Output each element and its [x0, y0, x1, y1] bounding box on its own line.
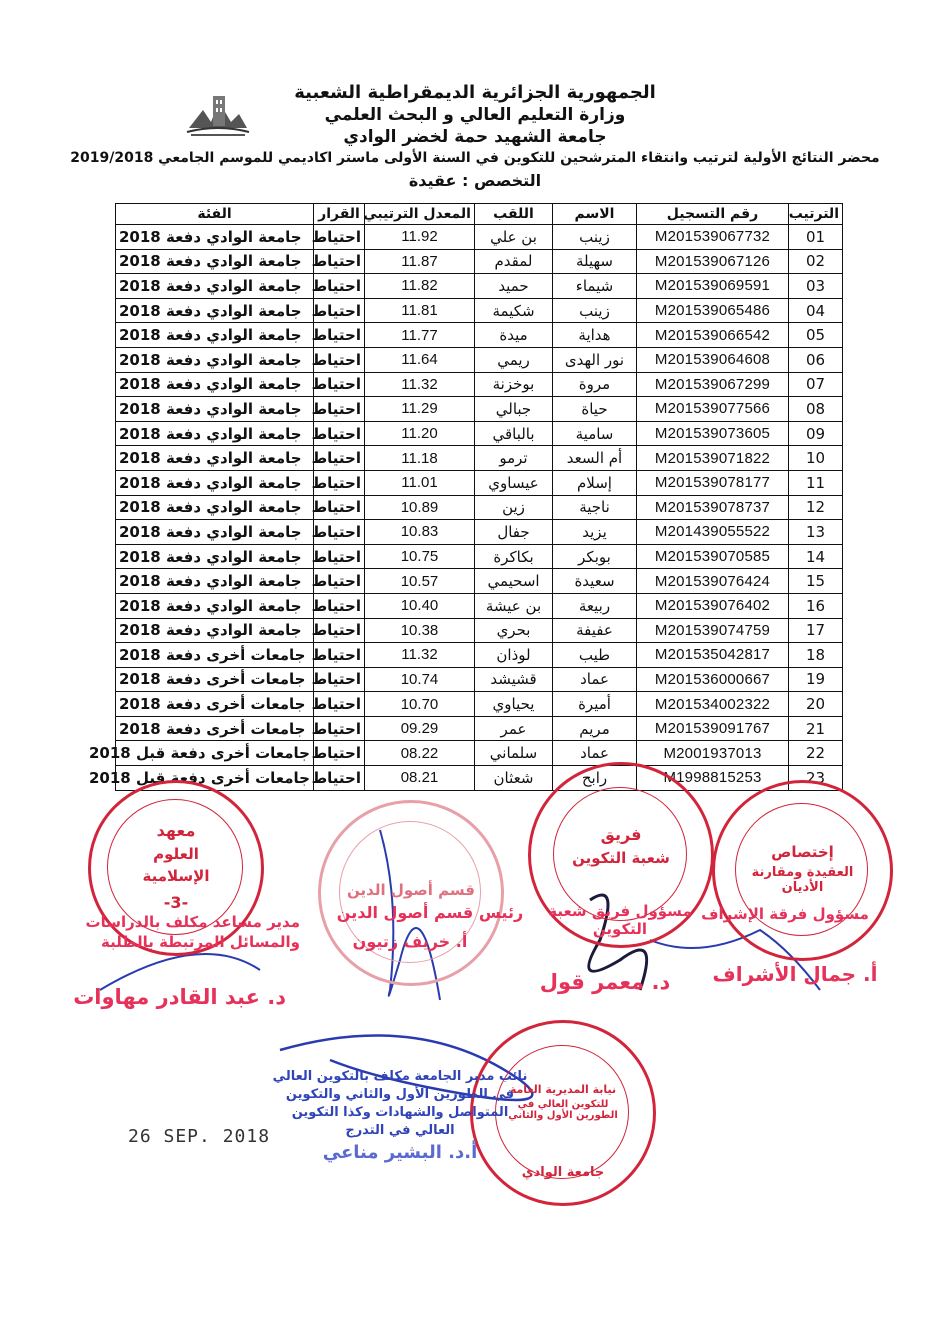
first-name-cell: سعيدة [553, 569, 637, 594]
decision-cell: احتياط [314, 323, 365, 348]
registration-cell: M201439055522 [637, 520, 789, 545]
team-head-name: د. معمر قول [539, 970, 671, 994]
average-cell: 10.38 [365, 618, 475, 643]
average-cell: 11.18 [365, 446, 475, 471]
decision-cell: احتياط [314, 446, 365, 471]
registration-cell: M201534002322 [637, 692, 789, 717]
first-name-cell: أم السعد [553, 446, 637, 471]
first-name-cell: إسلام [553, 470, 637, 495]
deputy-director-title: مدير مساعد مكلف بالدراسات والمسائل المرتبطة بالطلبة [85, 913, 300, 951]
rank-cell: 07 [789, 372, 843, 397]
category-cell: جامعات أخرى دفعة 2018 [116, 667, 314, 692]
last-name-cell: عيساوي [475, 470, 553, 495]
department-head-title: رئيس قسم أصول الدين [336, 903, 524, 922]
team-head-title: مسؤول فريق شعبة التكوين [548, 902, 692, 938]
rank-cell: 20 [789, 692, 843, 717]
registration-cell: M201539067299 [637, 372, 789, 397]
average-cell: 08.22 [365, 741, 475, 766]
first-name-cell: زينب [553, 225, 637, 250]
col-last-name: اللقب [475, 204, 553, 225]
first-name-cell: بوبكر [553, 544, 637, 569]
document-date: 26 SEP. 2018 [128, 1126, 271, 1147]
registration-cell: M201539064608 [637, 347, 789, 372]
category-cell: جامعات أخرى دفعة 2018 [116, 692, 314, 717]
first-name-cell: أميرة [553, 692, 637, 717]
last-name-cell: اسحيمي [475, 569, 553, 594]
first-name-cell: مريم [553, 716, 637, 741]
average-cell: 10.57 [365, 569, 475, 594]
first-name-cell: عفيفة [553, 618, 637, 643]
registration-cell: M201539071822 [637, 446, 789, 471]
decision-cell: احتياط [314, 643, 365, 668]
decision-cell: احتياط [314, 298, 365, 323]
department-stamp: قسم أصول الدين [318, 800, 504, 986]
average-cell: 11.01 [365, 470, 475, 495]
category-cell: جامعة الوادي دفعة 2018 [116, 520, 314, 545]
rank-cell: 15 [789, 569, 843, 594]
average-cell: 11.81 [365, 298, 475, 323]
average-cell: 08.21 [365, 766, 475, 791]
report-title: محضر النتائج الأولية لترتيب وانتقاء المترشحين للتكوين في السنة الأولى ماستر اكاديمي للموسم الجامعي 2019/2018 [70, 150, 880, 166]
last-name-cell: عمر [475, 716, 553, 741]
last-name-cell: حميد [475, 274, 553, 299]
last-name-cell: بحري [475, 618, 553, 643]
category-cell: جامعة الوادي دفعة 2018 [116, 446, 314, 471]
average-cell: 11.77 [365, 323, 475, 348]
registration-cell: M201539076424 [637, 569, 789, 594]
decision-cell: احتياط [314, 692, 365, 717]
registration-cell: M201539076402 [637, 593, 789, 618]
decision-cell: احتياط [314, 741, 365, 766]
vice-rector-name: أ.د. البشير مناعي [322, 1142, 478, 1163]
decision-cell: احتياط [314, 716, 365, 741]
average-cell: 09.29 [365, 716, 475, 741]
first-name-cell: عماد [553, 741, 637, 766]
category-cell: جامعة الوادي دفعة 2018 [116, 544, 314, 569]
category-cell: جامعة الوادي دفعة 2018 [116, 618, 314, 643]
team-stamp: فريق شعبة التكوين [528, 762, 714, 948]
ministry-stamp: نيابة المديرية العامة للتكوين العالي في الطورين الأول والثاني جامعة الوادي [470, 1020, 656, 1206]
rank-cell: 09 [789, 421, 843, 446]
decision-cell: احتياط [314, 667, 365, 692]
category-cell: جامعة الوادي دفعة 2018 [116, 225, 314, 250]
average-cell: 11.82 [365, 274, 475, 299]
average-cell: 11.20 [365, 421, 475, 446]
rank-cell: 12 [789, 495, 843, 520]
last-name-cell: ترمو [475, 446, 553, 471]
specialty-head-name: أ. جمال الأشراف [712, 962, 878, 986]
category-cell: جامعة الوادي دفعة 2018 [116, 323, 314, 348]
rank-cell: 08 [789, 397, 843, 422]
registration-cell: M201539077566 [637, 397, 789, 422]
specialty-title: التخصص : عقيدة [408, 171, 542, 190]
category-cell: جامعة الوادي دفعة 2018 [116, 274, 314, 299]
rank-cell: 21 [789, 716, 843, 741]
rank-cell: 04 [789, 298, 843, 323]
first-name-cell: مروة [553, 372, 637, 397]
vice-rector-title: نائب مدير الجامعة مكلف بالتكوين العالي في الطورين الأول والثاني والتكوين المتواصل والشهادات وكذا التكوين العالي في التدرج [272, 1069, 528, 1138]
category-cell: جامعة الوادي دفعة 2018 [116, 421, 314, 446]
first-name-cell: طيب [553, 643, 637, 668]
rank-cell: 19 [789, 667, 843, 692]
category-cell: جامعة الوادي دفعة 2018 [116, 347, 314, 372]
deputy-director-name: د. عبد القادر مهاوات [73, 985, 286, 1009]
average-cell: 10.89 [365, 495, 475, 520]
col-category: الفئة [116, 204, 314, 225]
rank-cell: 10 [789, 446, 843, 471]
registration-cell: M201539073605 [637, 421, 789, 446]
category-cell: جامعات أخرى دفعة قبل 2018 [116, 741, 314, 766]
average-cell: 11.87 [365, 249, 475, 274]
registration-cell: M201539065486 [637, 298, 789, 323]
average-cell: 10.70 [365, 692, 475, 717]
first-name-cell: يزيد [553, 520, 637, 545]
decision-cell: احتياط [314, 347, 365, 372]
department-head-name: أ. خريف زتيون [352, 932, 468, 951]
registration-cell: M201535042817 [637, 643, 789, 668]
last-name-cell: ميدة [475, 323, 553, 348]
last-name-cell: شعثان [475, 766, 553, 791]
last-name-cell: لمقدم [475, 249, 553, 274]
registration-cell: M201539067732 [637, 225, 789, 250]
category-cell: جامعات أخرى دفعة 2018 [116, 716, 314, 741]
institute-stamp: معهد العلوم الإسلامية -3- [88, 780, 264, 956]
category-cell: جامعة الوادي دفعة 2018 [116, 249, 314, 274]
rank-cell: 17 [789, 618, 843, 643]
last-name-cell: بن علي [475, 225, 553, 250]
registration-cell: M2001937013 [637, 741, 789, 766]
last-name-cell: زين [475, 495, 553, 520]
first-name-cell: زينب [553, 298, 637, 323]
rank-cell: 22 [789, 741, 843, 766]
university-title: جامعة الشهيد حمة لخضر الوادي [343, 127, 607, 147]
last-name-cell: بالباقي [475, 421, 553, 446]
registration-cell: M201539078177 [637, 470, 789, 495]
decision-cell: احتياط [314, 766, 365, 791]
decision-cell: احتياط [314, 225, 365, 250]
category-cell: جامعة الوادي دفعة 2018 [116, 372, 314, 397]
first-name-cell: ناجية [553, 495, 637, 520]
last-name-cell: شكيمة [475, 298, 553, 323]
decision-cell: احتياط [314, 520, 365, 545]
specialty-stamp: إختصاص العقيدة ومقارنة الأديان [712, 780, 893, 961]
category-cell: جامعات أخرى دفعة قبل 2018 [116, 766, 314, 791]
registration-cell: M201539067126 [637, 249, 789, 274]
category-cell: جامعات أخرى دفعة 2018 [116, 643, 314, 668]
decision-cell: احتياط [314, 421, 365, 446]
first-name-cell: عماد [553, 667, 637, 692]
rank-cell: 05 [789, 323, 843, 348]
average-cell: 11.32 [365, 643, 475, 668]
average-cell: 10.40 [365, 593, 475, 618]
registration-cell: M1998815253 [637, 766, 789, 791]
first-name-cell: نور الهدى [553, 347, 637, 372]
rank-cell: 18 [789, 643, 843, 668]
first-name-cell: رابح [553, 766, 637, 791]
col-decision: القرار [314, 204, 365, 225]
category-cell: جامعة الوادي دفعة 2018 [116, 593, 314, 618]
average-cell: 10.83 [365, 520, 475, 545]
last-name-cell: جفال [475, 520, 553, 545]
registration-cell: M201539069591 [637, 274, 789, 299]
average-cell: 10.75 [365, 544, 475, 569]
first-name-cell: سهيلة [553, 249, 637, 274]
rank-cell: 11 [789, 470, 843, 495]
registration-cell: M201539091767 [637, 716, 789, 741]
country-title: الجمهورية الجزائرية الديمقراطية الشعبية [294, 82, 656, 103]
col-rank: الترتيب [789, 204, 843, 225]
rank-cell: 02 [789, 249, 843, 274]
decision-cell: احتياط [314, 569, 365, 594]
last-name-cell: جبالي [475, 397, 553, 422]
average-cell: 11.64 [365, 347, 475, 372]
rank-cell: 14 [789, 544, 843, 569]
decision-cell: احتياط [314, 274, 365, 299]
col-average: المعدل الترتيبي [365, 204, 475, 225]
decision-cell: احتياط [314, 544, 365, 569]
registration-cell: M201539066542 [637, 323, 789, 348]
rank-cell: 23 [789, 766, 843, 791]
first-name-cell: ربيعة [553, 593, 637, 618]
category-cell: جامعة الوادي دفعة 2018 [116, 495, 314, 520]
registration-cell: M201539074759 [637, 618, 789, 643]
first-name-cell: شيماء [553, 274, 637, 299]
average-cell: 10.74 [365, 667, 475, 692]
registration-cell: M201536000667 [637, 667, 789, 692]
rank-cell: 06 [789, 347, 843, 372]
col-registration: رقم التسجيل [637, 204, 789, 225]
last-name-cell: بن عيشة [475, 593, 553, 618]
rank-cell: 13 [789, 520, 843, 545]
first-name-cell: حياة [553, 397, 637, 422]
decision-cell: احتياط [314, 593, 365, 618]
rank-cell: 01 [789, 225, 843, 250]
rank-cell: 16 [789, 593, 843, 618]
decision-cell: احتياط [314, 372, 365, 397]
last-name-cell: سلماني [475, 741, 553, 766]
category-cell: جامعة الوادي دفعة 2018 [116, 569, 314, 594]
average-cell: 11.92 [365, 225, 475, 250]
average-cell: 11.32 [365, 372, 475, 397]
category-cell: جامعة الوادي دفعة 2018 [116, 470, 314, 495]
decision-cell: احتياط [314, 495, 365, 520]
specialty-head-title: مسؤول فرقة الإشراف [701, 905, 869, 923]
last-name-cell: يحياوي [475, 692, 553, 717]
registration-cell: M201539078737 [637, 495, 789, 520]
category-cell: جامعة الوادي دفعة 2018 [116, 397, 314, 422]
first-name-cell: هداية [553, 323, 637, 348]
last-name-cell: قشيشد [475, 667, 553, 692]
rank-cell: 03 [789, 274, 843, 299]
last-name-cell: بكاكرة [475, 544, 553, 569]
decision-cell: احتياط [314, 397, 365, 422]
decision-cell: احتياط [314, 249, 365, 274]
col-first-name: الاسم [553, 204, 637, 225]
category-cell: جامعة الوادي دفعة 2018 [116, 298, 314, 323]
average-cell: 11.29 [365, 397, 475, 422]
ministry-title: وزارة التعليم العالي و البحث العلمي [324, 105, 626, 125]
decision-cell: احتياط [314, 618, 365, 643]
last-name-cell: بوخزنة [475, 372, 553, 397]
decision-cell: احتياط [314, 470, 365, 495]
last-name-cell: ريمي [475, 347, 553, 372]
last-name-cell: لوذان [475, 643, 553, 668]
first-name-cell: سامية [553, 421, 637, 446]
registration-cell: M201539070585 [637, 544, 789, 569]
